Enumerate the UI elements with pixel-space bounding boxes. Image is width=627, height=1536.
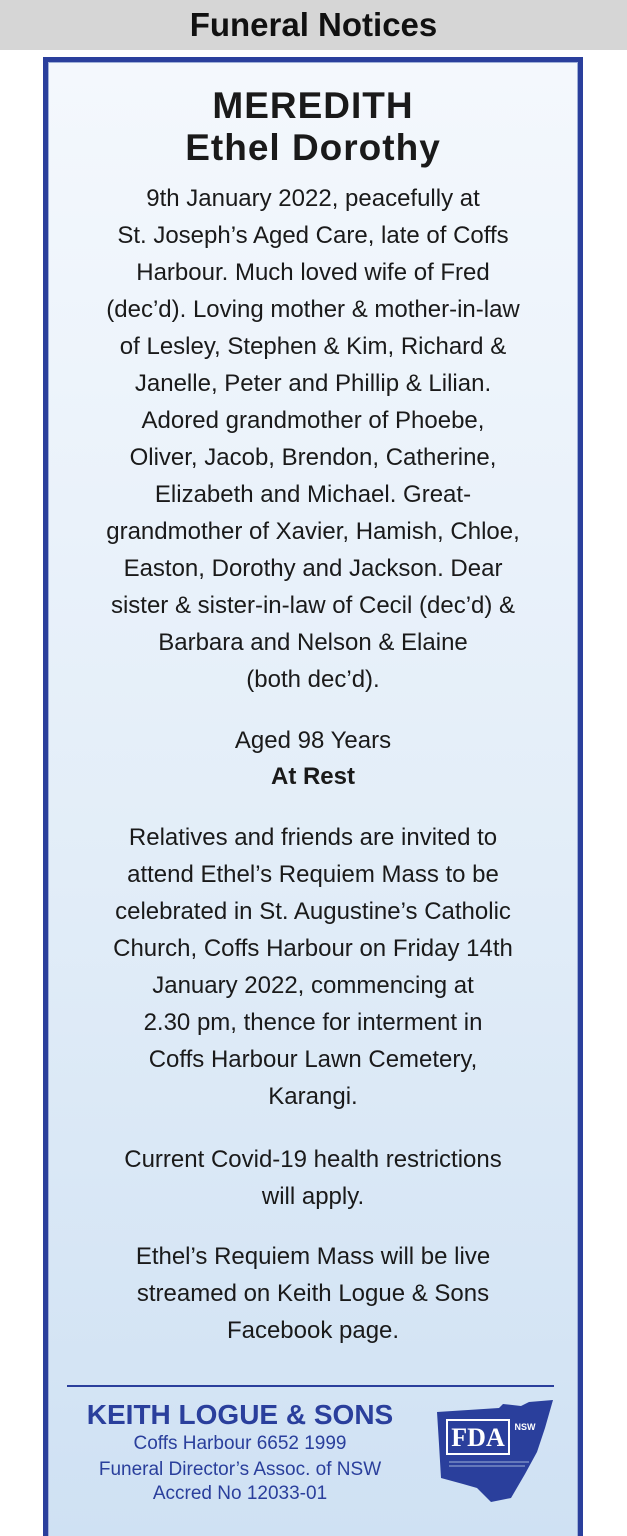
logo-text: FDA	[451, 1423, 505, 1452]
text-line: Church, Coffs Harbour on Friday 14th	[113, 935, 513, 962]
logo-state-text: NSW	[514, 1422, 536, 1432]
text-line: 2.30 pm, thence for interment in	[143, 1009, 483, 1036]
notice-paragraph-family	[55, 180, 571, 698]
text-line: Oliver, Jacob, Brendon, Catherine,	[129, 444, 497, 471]
deceased-given-names: Ethel Dorothy	[185, 127, 441, 168]
deceased-surname: MEREDITH	[212, 85, 414, 126]
text-line: Facebook page.	[226, 1317, 400, 1344]
text-line: Harbour. Much loved wife of Fred	[136, 259, 490, 286]
accreditation-line: Accred No 12033-01	[152, 1483, 328, 1504]
text-line: Coffs Harbour Lawn Cemetery,	[148, 1046, 478, 1073]
text-line: grandmother of Xavier, Hamish, Chloe,	[106, 518, 520, 545]
text-line: will apply.	[261, 1183, 365, 1210]
notice-paragraph-livestream	[55, 1238, 571, 1349]
text-line: celebrated in St. Augustine’s Catholic	[115, 898, 511, 925]
text-line: Janelle, Peter and Phillip & Lilian.	[134, 370, 492, 397]
text-line: Relatives and friends are invited to	[128, 824, 498, 851]
at-rest-line: At Rest	[270, 763, 355, 790]
fda-nsw-logo-icon	[433, 1398, 557, 1506]
text-line: Adored grandmother of Phoebe,	[141, 407, 485, 434]
text-line: sister & sister-in-law of Cecil (dec’d) &	[110, 592, 516, 619]
text-line: of Lesley, Stephen & Kim, Richard &	[119, 333, 507, 360]
text-line: (dec’d). Loving mother & mother-in-law	[106, 296, 520, 323]
section-title: Funeral Notices	[189, 6, 438, 43]
text-line: Elizabeth and Michael. Great-	[154, 481, 472, 508]
age-line: Aged 98 Years	[234, 727, 392, 754]
text-line: January 2022, commencing at	[152, 972, 474, 999]
text-line: Ethel’s Requiem Mass will be live	[135, 1243, 491, 1270]
text-line: Current Covid-19 health restrictions	[124, 1146, 502, 1173]
text-line: 9th January 2022, peacefully at	[146, 185, 480, 212]
notice-paragraph-covid	[55, 1141, 571, 1215]
association-line: Funeral Director’s Assoc. of NSW	[98, 1459, 382, 1480]
section-header	[0, 0, 627, 50]
footer-divider	[67, 1385, 554, 1387]
text-line: streamed on Keith Logue & Sons	[136, 1280, 490, 1307]
text-line: Karangi.	[268, 1083, 358, 1110]
text-line: (both dec’d).	[246, 666, 380, 693]
text-line: St. Joseph’s Aged Care, late of Coffs	[117, 222, 509, 249]
text-line: attend Ethel’s Requiem Mass to be	[127, 861, 499, 888]
text-line: Easton, Dorothy and Jackson. Dear	[123, 555, 503, 582]
funeral-director-phone: Coffs Harbour 6652 1999	[133, 1433, 347, 1454]
text-line: Barbara and Nelson & Elaine	[158, 629, 468, 656]
funeral-director-name: KEITH LOGUE & SONS	[86, 1399, 394, 1430]
notice-paragraph-service	[55, 819, 571, 1115]
